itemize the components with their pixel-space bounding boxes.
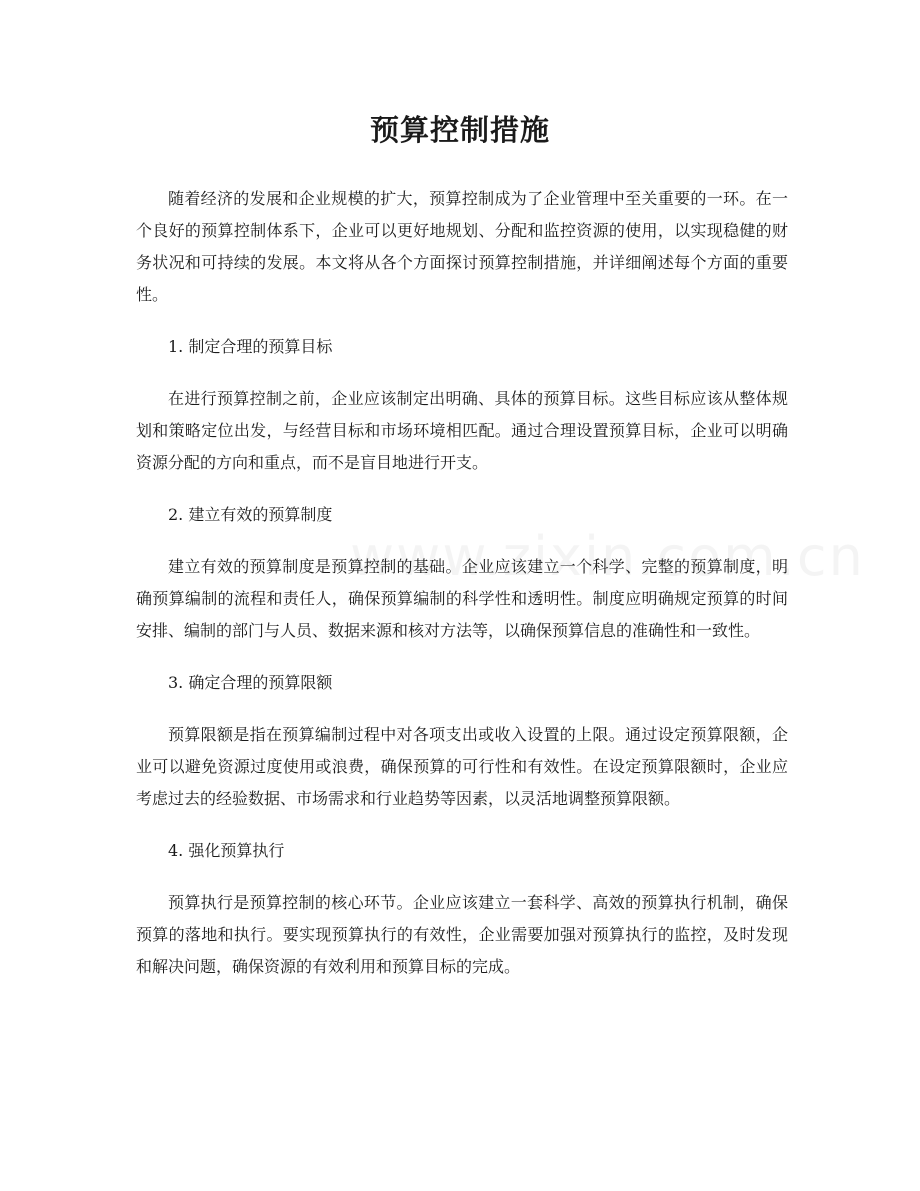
- section-heading-2: 2. 建立有效的预算制度: [168, 505, 333, 524]
- section-body-3: 预算限额是指在预算编制过程中对各项支出或收入设置的上限。通过设定预算限额，企业可以避免资源过度使用或浪费，确保预算的可行性和有效性。在设定预算限额时，企业应考虑过去的经验数据、市场需求和行业趋势等因素，以灵活地调整预算限额。: [136, 725, 788, 808]
- section-heading-1: 1. 制定合理的预算目标: [168, 337, 333, 356]
- section-body-4: 预算执行是预算控制的核心环节。企业应该建立一套科学、高效的预算执行机制，确保预算的落地和执行。要实现预算执行的有效性，企业需要加强对预算执行的监控，及时发现和解决问题，确保资源的有效利用和预算目标的完成。: [136, 893, 788, 976]
- intro-paragraph: 随着经济的发展和企业规模的扩大，预算控制成为了企业管理中至关重要的一环。在一个良好的预算控制体系下，企业可以更好地规划、分配和监控资源的使用，以实现稳健的财务状况和可持续的发展。本文将从各个方面探讨预算控制措施，并详细阐述每个方面的重要性。: [136, 189, 788, 304]
- section-heading-3: 3. 确定合理的预算限额: [168, 673, 333, 692]
- section-heading-4: 4. 强化预算执行: [168, 841, 285, 860]
- document-body: [136, 183, 788, 983]
- section-body-1: 在进行预算控制之前，企业应该制定出明确、具体的预算目标。这些目标应该从整体规划和策略定位出发，与经营目标和市场环境相匹配。通过合理设置预算目标，企业可以明确资源分配的方向和重点，而不是盲目地进行开支。: [136, 389, 788, 472]
- section-body-2: 建立有效的预算制度是预算控制的基础。企业应该建立一个科学、完整的预算制度，明确预算编制的流程和责任人，确保预算编制的科学性和透明性。制度应明确规定预算的时间安排、编制的部门与人员、数据来源和核对方法等，以确保预算信息的准确性和一致性。: [136, 557, 788, 640]
- page-title: 预算控制措施: [369, 113, 550, 147]
